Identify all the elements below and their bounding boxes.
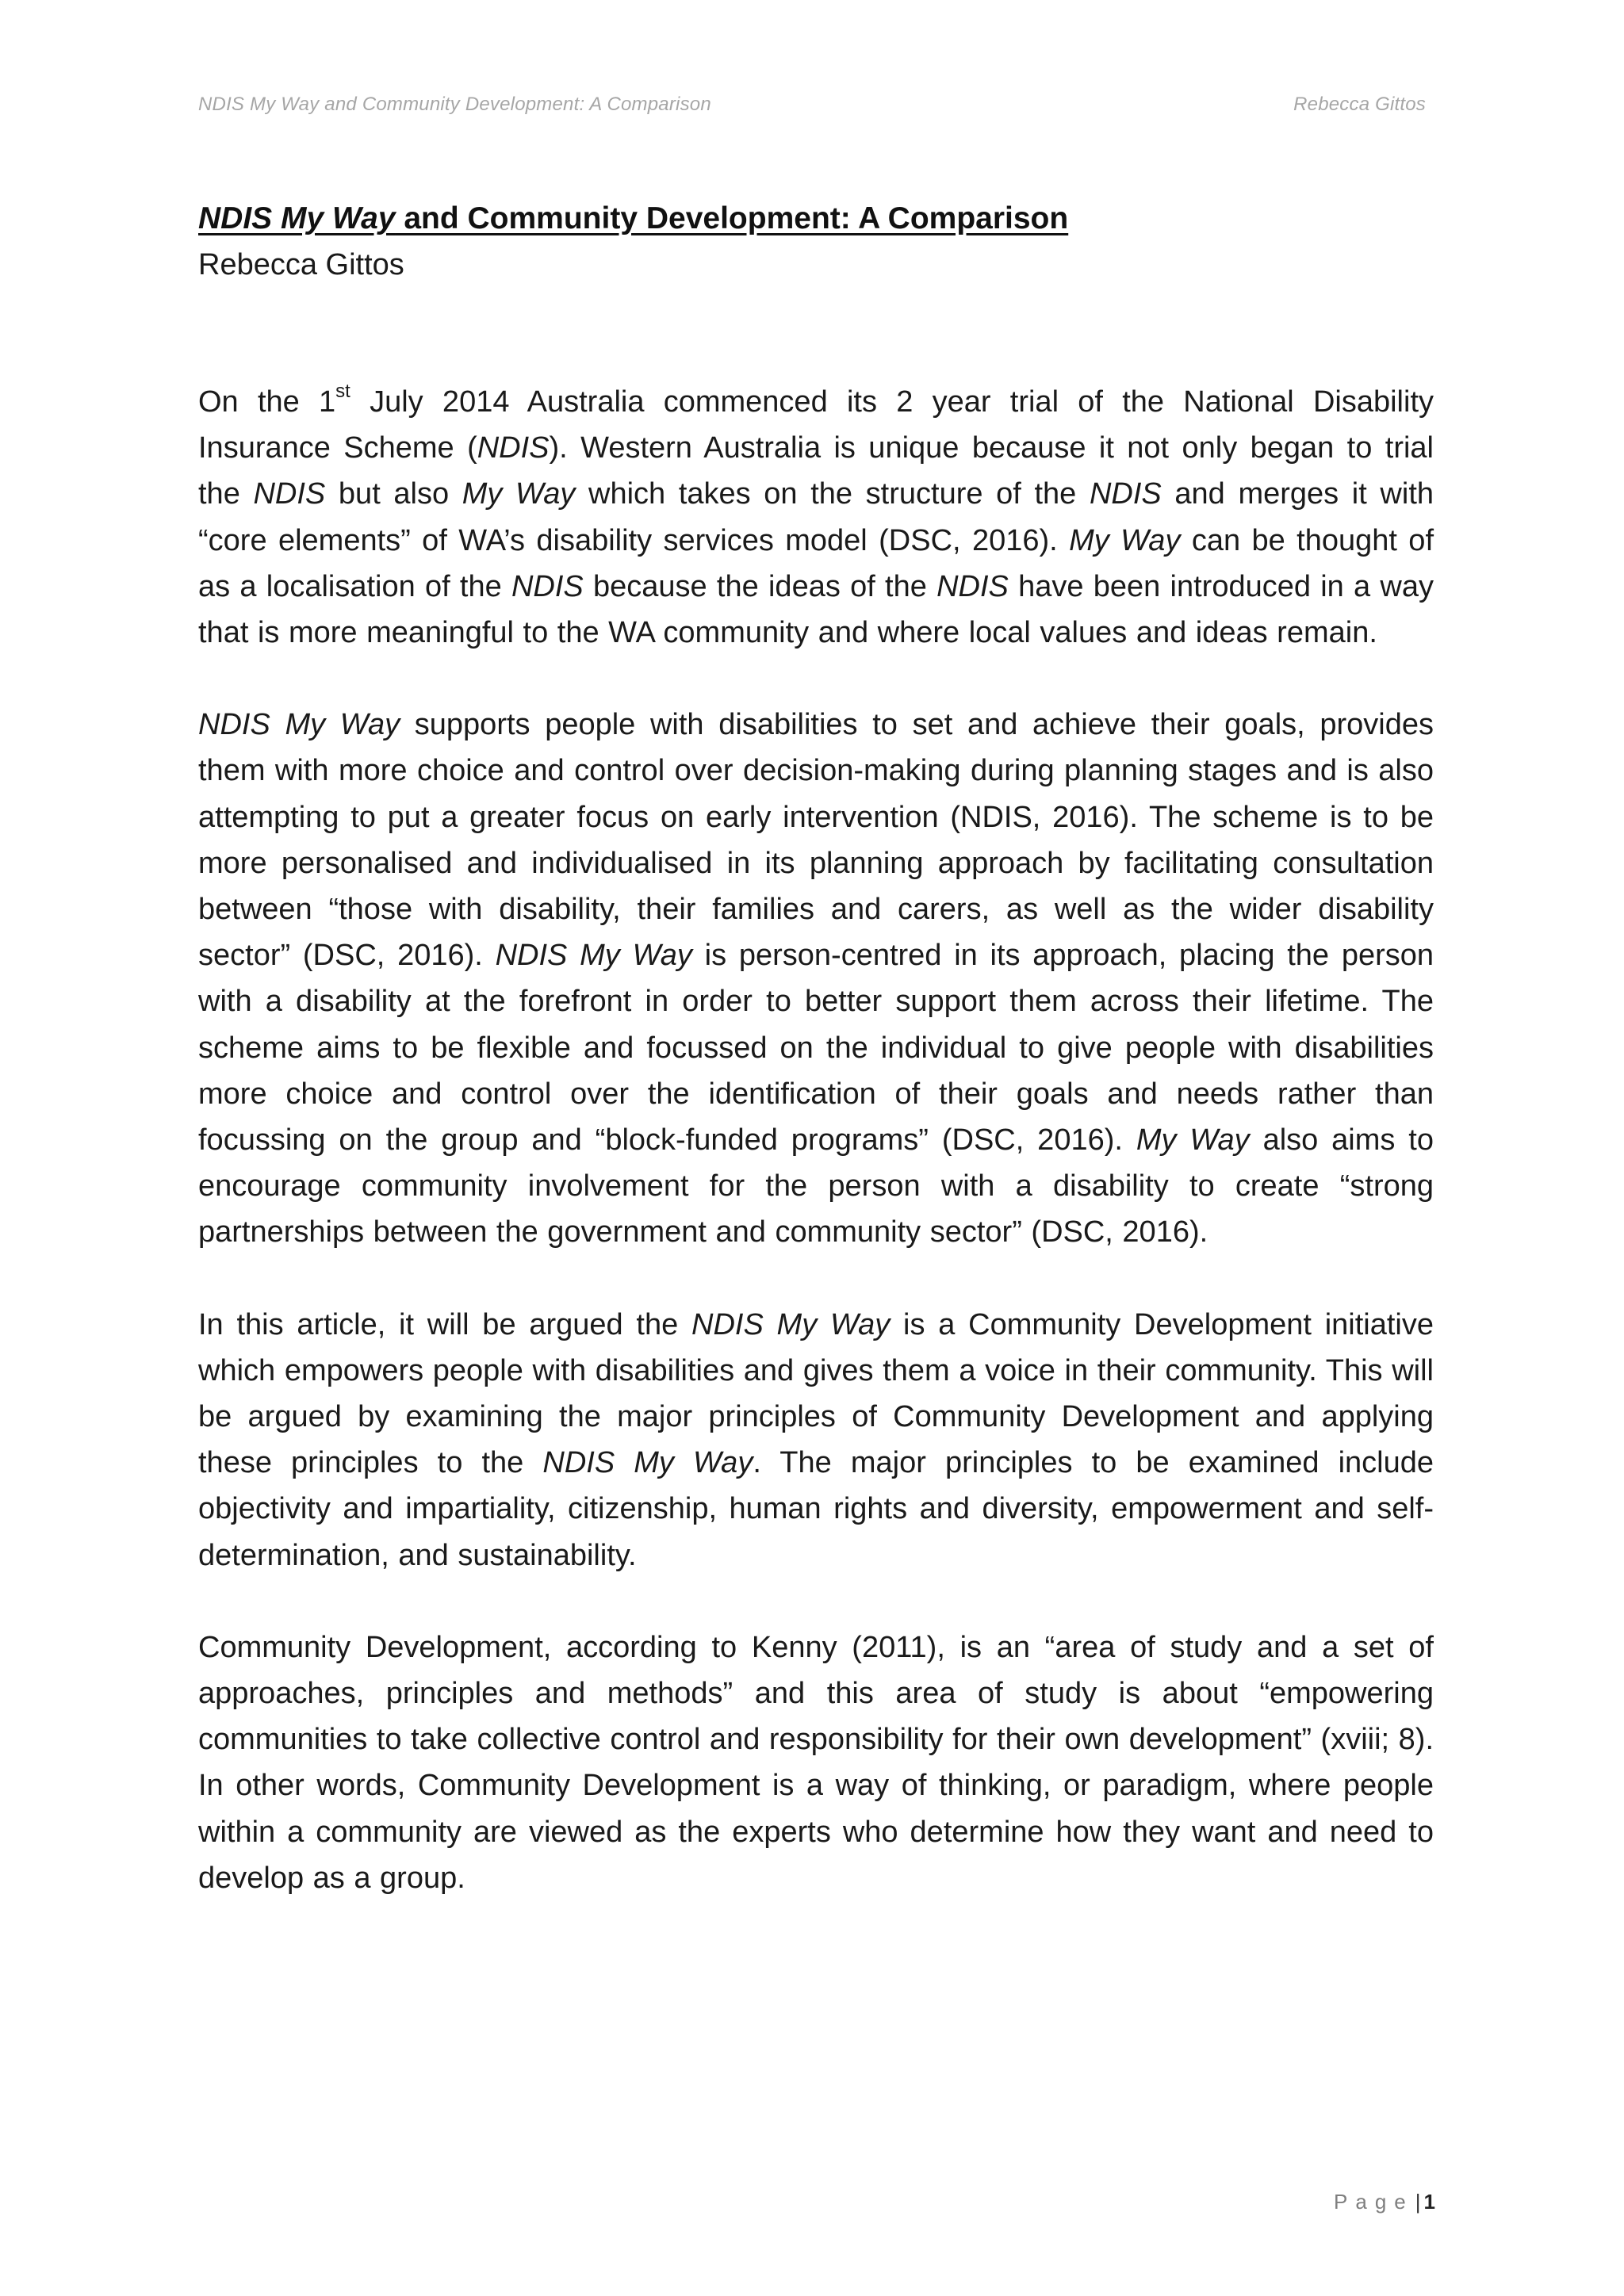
document-author: Rebecca Gittos [198,248,404,281]
document-title [198,197,1435,241]
header-author: Rebecca Gittos [1293,94,1426,115]
page-number: 1 [1423,2190,1435,2214]
ordinal-superscript: st [335,381,350,403]
title-rest: and Community Development: A Comparison [395,201,1069,235]
page-footer [1269,2190,1435,2214]
page-label: Page [1334,2190,1414,2214]
running-header [198,94,1426,116]
paragraph-4: Community Development, according to Kenny (2011), is an “area of study and a set of approaches, principles and methods” and this area of study is about “empowering communities to take collective control and responsibility for their own development” (xviii; 8). In other words, Community Development is a way of thinking, or paradigm, where people within a community are viewed as the experts who determine how they want and need to develop as a group. [198,1630,1434,1895]
article-body [198,379,1434,1947]
paragraph-3: In this article, it will be argued the NDIS My Way is a Community Development initiative which empowers people with disabilities and gives them a voice in their community. This will be argued by examining the major principles of Community Development and applying these principles to the NDIS My Way. The major principles to be examined include objectivity and impartiality, citizenship, human rights and diversity, empowerment and self-determination, and sustainability. [198,1307,1434,1572]
title-block [198,197,1435,287]
header-title: NDIS My Way and Community Development: A Comparison [198,94,711,115]
title-italic-part: NDIS My Way [198,201,396,235]
paragraph-2: NDIS My Way supports people with disabilities to set and achieve their goals, provides them with more choice and control over decision-making during planning stages and is also attempting to put a greater focus on early intervention (NDIS, 2016). The scheme is to be more personalised and individualised in its planning approach by facilitating consultation between “those with disability, their families and carers, as well as the wider disability sector” (DSC, 2016). NDIS My Way is person-centred in its approach, placing the person with a disability at the forefront in order to better support them across their lifetime. The scheme aims to be flexible and focussed on the individual to give people with disabilities more choice and control over the identification of their goals and needs rather than focussing on the group and “block-funded programs” (DSC, 2016). My Way also aims to encourage community involvement for the person with a disability to create “strong partnerships between the government and community sector” (DSC, 2016). [198,708,1434,1249]
paragraph-1: On the 1st July 2014 Australia commenced its 2 year trial of the National Disability Insurance Scheme (NDIS). Western Australia is unique because it not only began to trial the NDIS but also My Way which takes on the structure of the NDIS and merges it with “core elements” of WA’s disability services model (DSC, 2016). My Way can be thought of as a localisation of the NDIS because the ideas of the NDIS have been introduced in a way that is more meaningful to the WA community and where local values and ideas remain. [198,381,1434,650]
page-separator: | [1415,2190,1421,2214]
